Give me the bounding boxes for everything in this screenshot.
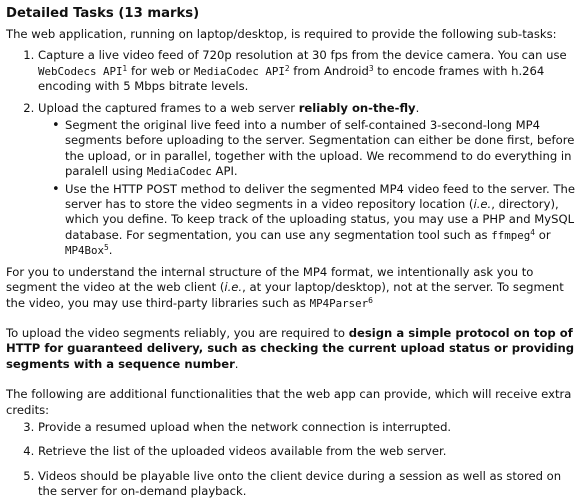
footnote-ref: 3: [368, 63, 374, 73]
code-mp4box: MP4Box: [65, 244, 105, 258]
footnote-ref: 1: [122, 63, 128, 73]
footnote-ref: 6: [368, 295, 373, 305]
paragraph-segmentation: For you to understand the internal structure of the MP4 format, we intentionally ask you to segment the video at the web client (i.e., at your laptop/desktop), not at the server. To segment the video, you may use third-party libraries such as MP4Parser$^6$: [6, 264, 564, 310]
code-mediacodec: MediaCodec API: [193, 64, 285, 78]
paragraph-protocol: To upload the video segments reliably, you are required to design a simple protocol on top of HTTP for guaranteed delivery, such as checking the current upload status or providing segments with a sequence number.: [6, 325, 575, 371]
subtask-item-post: • Use the HTTP POST method to deliver the segmented MP4 video feed to the server. The server has to store the video segments in a video repository location (i.e., directory), which you define. To keep track of the uploading status, you may use a PHP and MySQL database. For segmentation, you can use any segmentation tool such as ffmpeg$^4$ or MP4Box$^5$.: [65, 182, 579, 259]
task-item-1: 1. Capture a live video feed of 720p resolution at 30 fps from the device camera. You can use WebCodecs API$^1$ for web or MediaCodec API$^2$ from Android$^3$ to encode frames with h.264 encoding with 5 Mbps bitrate levels.: [38, 48, 579, 94]
section-heading: Detailed Tasks (13 marks): [6, 6, 200, 21]
code-mp4parser: MP4Parser: [309, 296, 369, 310]
extra-item-retrieve: 4. Retrieve the list of the uploaded videos available from the web server.: [38, 444, 579, 459]
bold-phrase: reliably on-the-fly: [298, 100, 416, 115]
extra-task-list: [6, 420, 579, 500]
bold-phrase: design a simple protocol on top of HTTP for guaranteed delivery, such as checking the current upload status or providing segments with a sequence number: [6, 325, 575, 371]
footnote-ref: 2: [284, 63, 290, 73]
code-mediacodec: MediaCodec: [146, 165, 212, 179]
footnote-ref: 5: [104, 243, 109, 253]
extra-item-playback: 5. Videos should be playable live onto the client device during a session as well as stored on the server for on-demand playback.: [38, 469, 579, 500]
subtask-list: [38, 118, 579, 259]
extra-item-resume: 3. Provide a resumed upload when the network connection is interrupted.: [38, 420, 579, 435]
task-item-2: 2. Upload the captured frames to a web server reliably on-the-fly. • Segment the original live feed into a number of self-contained 3-second-long MP4 segments before uploading to the server. Segmentation can either be done first, before the upload, or in parallel, together with the upload. We recommend to do everything in paralell using MediaCodec API. • Use the HTTP POST method to deliver the segmented MP4 video feed to the server. The server has to store the video segments in a video repository location (i.e., directory), which you define. To keep track of the uploading status, you may use a PHP and MySQL database. For segmentation, you can use any segmentation tool such as ffmpeg$^4$ or MP4Box$^5$.: [38, 101, 579, 259]
intro-text: The web application, running on laptop/desktop, is required to provide the following sub-tasks:: [6, 27, 557, 41]
task-list: [6, 48, 579, 258]
code-ffmpeg: ffmpeg: [491, 228, 531, 242]
paragraph-extra-credit: The following are additional functionalities that the web app can provide, which will receive extra credits:: [6, 387, 572, 417]
subtask-item-segment: • Segment the original live feed into a number of self-contained 3-second-long MP4 segments before uploading to the server. Segmentation can either be done first, before the upload, or in parallel, together with the upload. We recommend to do everything in paralell using MediaCodec API.: [65, 118, 579, 180]
code-webcodecs: WebCodecs API: [38, 64, 123, 78]
footnote-ref: 4: [530, 227, 536, 237]
